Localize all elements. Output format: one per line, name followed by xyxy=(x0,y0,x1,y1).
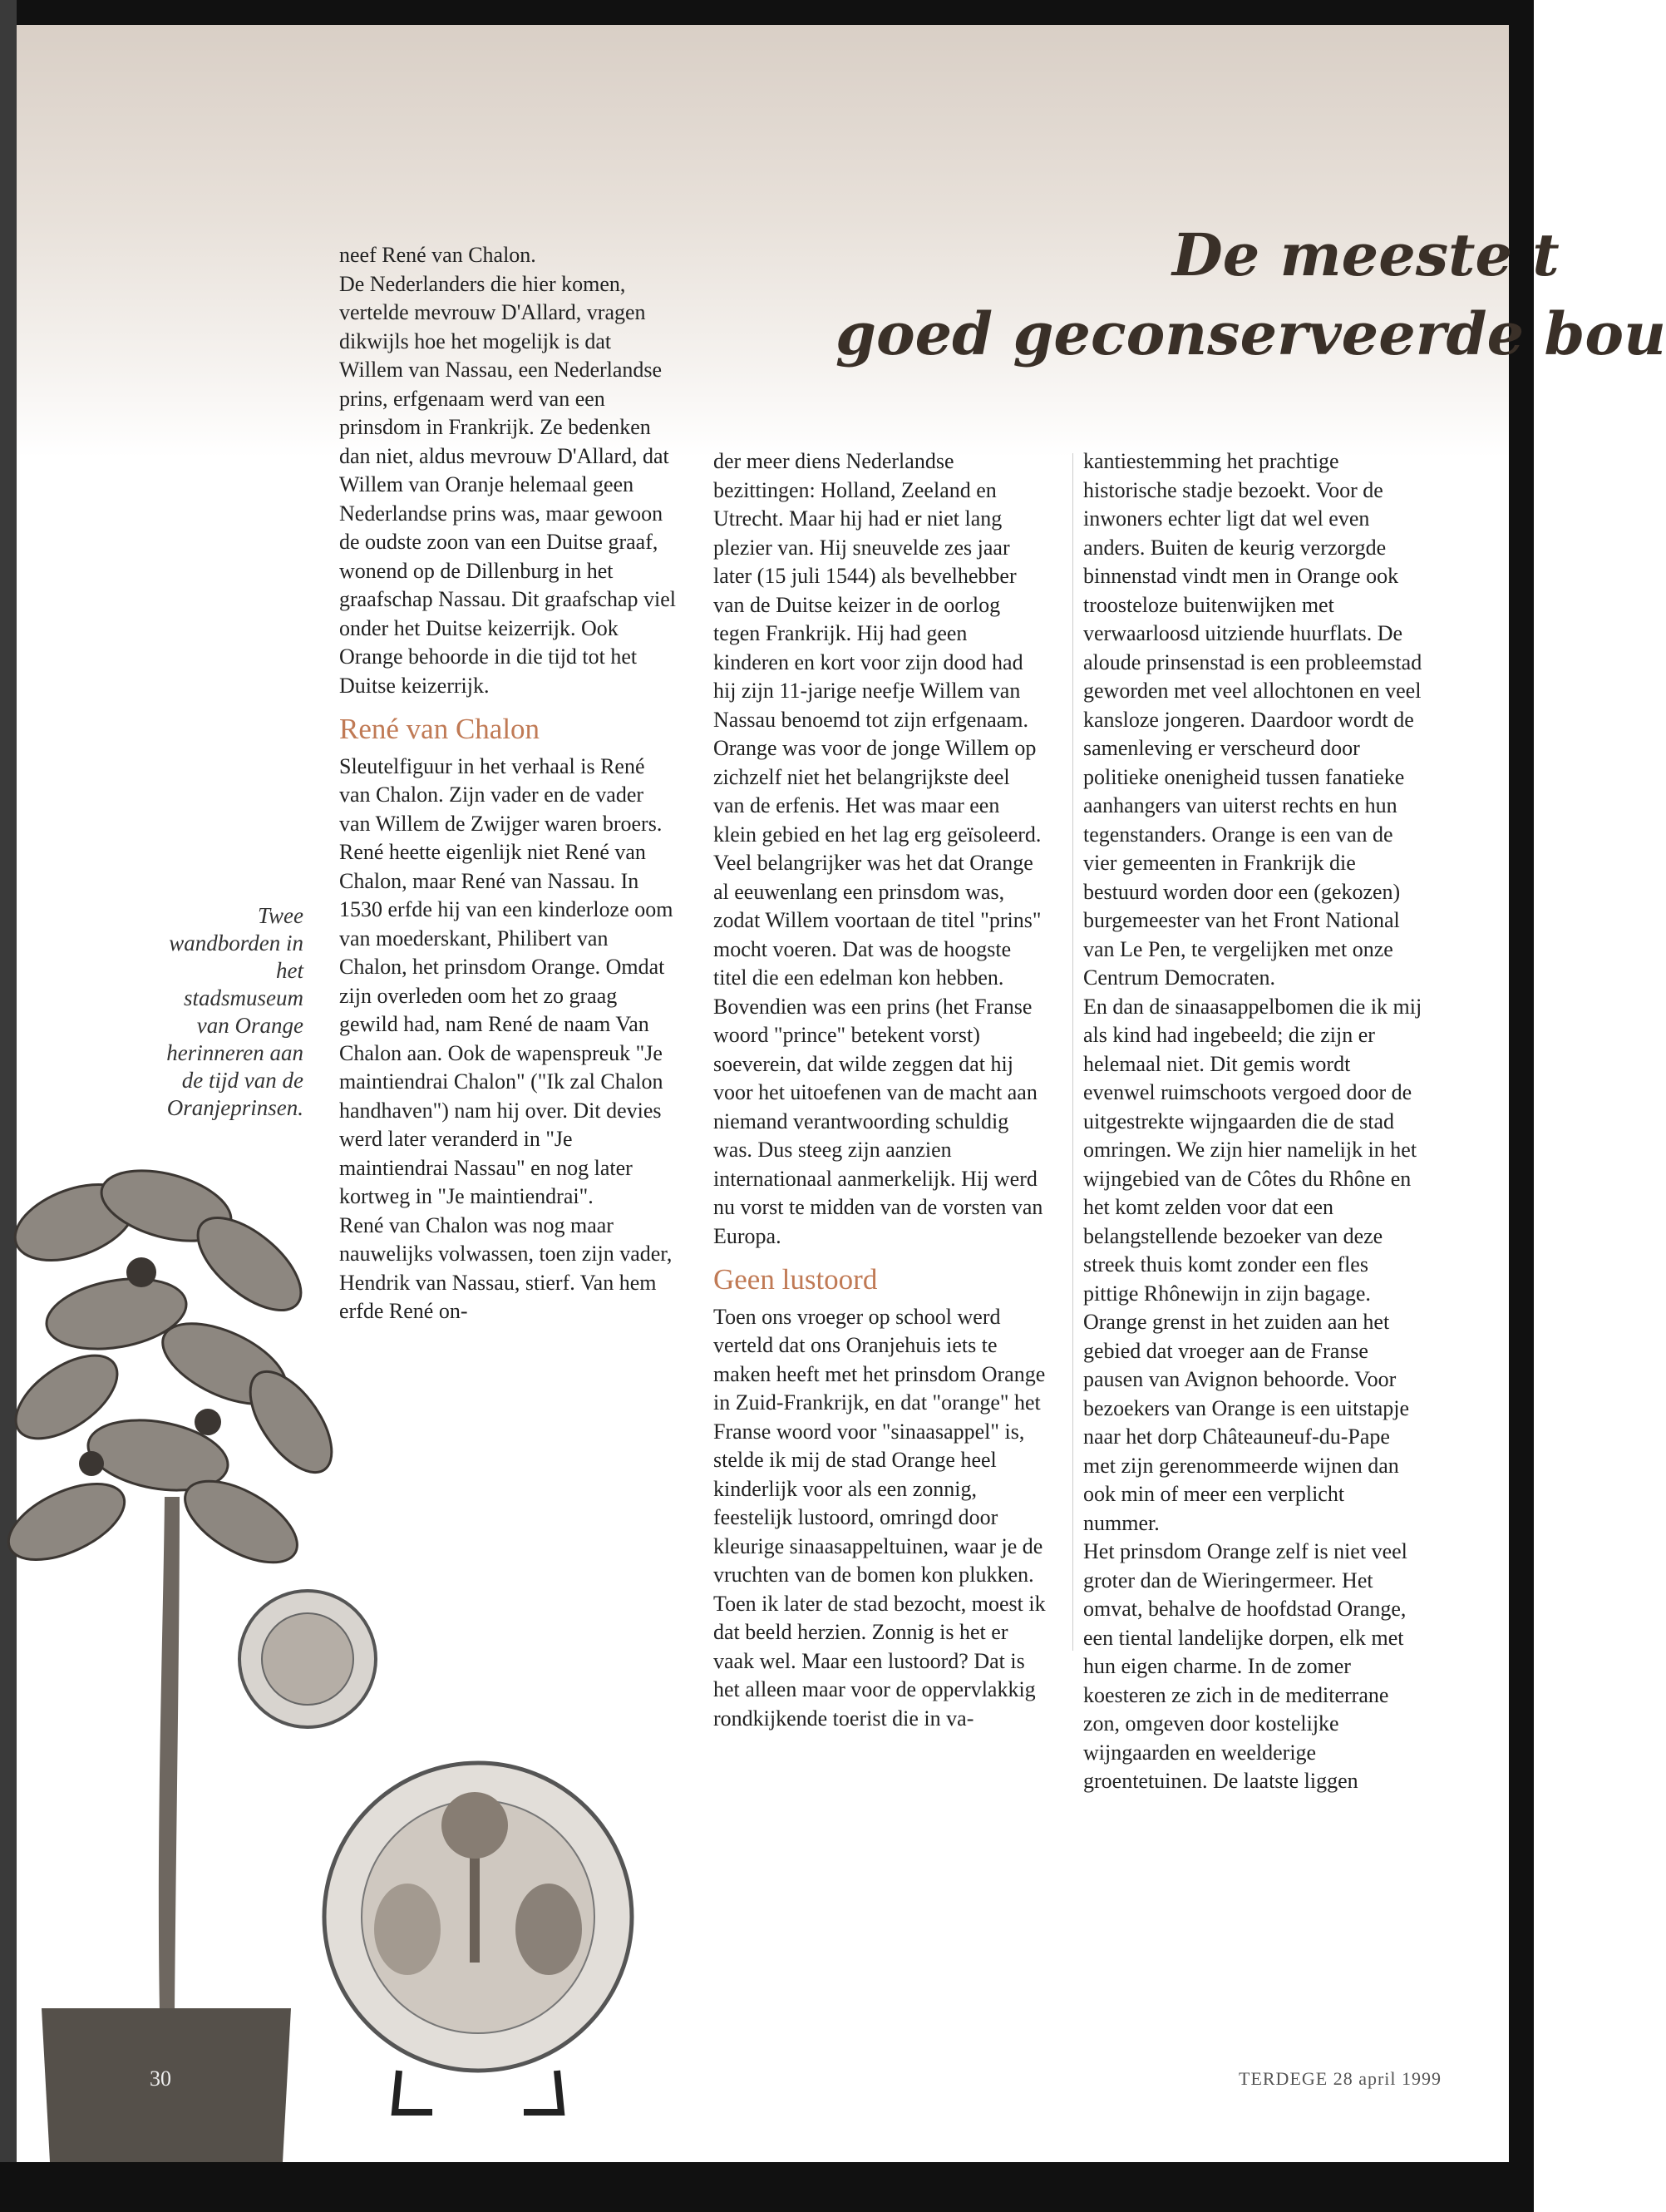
paragraph: Toen ons vroeger op school werd verteld dat ons Oranjehuis iets te maken heeft met het prinsdom Orange in Zuid-Frankrijk, en dat "orange" het Franse woord voor "sinaasappel" is, stelde ik mij de stad Orange heel kinderlijk voor als een zonnig, feestelijk lustoord, omringd door kleurige sinaasappeltuinen, waar je de vruchten van de bomen kon plukken. Toen ik later de stad bezocht, moest ik dat beeld herzien. Zonnig is het er vaak wel. Maar een lustoord? Dat is het alleen maar voor de oppervlakkig rondkijkende toerist die in va- xyxy=(713,1304,1046,1731)
scan-border-bottom xyxy=(0,2162,1534,2212)
paragraph: De Nederlanders die hier komen, vertelde mevrouw D'Allard, vragen dikwijls hoe het mogelijk is dat Willem van Nassau, een Nederlandse prins, erfgenaam werd van een prinsdom in Frankrijk. Ze bedenken dan niet, aldus mevrouw D'Allard, dat Willem van Oranje helemaal geen Nederlandse prins was, maar gewoon de oudste zoon van een Duitse graaf, wonend op de Dillenburg in het graafschap Nassau. Dit graafschap viel onder het Duitse keizerrijk. Ook Orange behoorde in die tijd tot het Duitse keizerrijk. xyxy=(339,271,676,698)
plate-stand xyxy=(395,2071,561,2112)
section-heading-rene-van-chalon: René van Chalon xyxy=(339,713,540,745)
column-divider xyxy=(1072,453,1073,1651)
paragraph: Sleutelfiguur in het verhaal is René van Chalon. Zijn vader en de vader van Willem de Zwijger waren broers. René heette eigenlijk niet René van Chalon, maar René van Nassau. In 1530 erfde hij van een kinderloze oom van moederskant, Philibert van Chalon, het prinsdom Orange. Omdat zijn overleden oom het zo graag gewild had, nam René de naam Van Chalon aan. Ook de wapenspreuk "Je maintiendrai Chalon" ("Ik zal Chalon handhaven") nam hij over. Dit devies werd later veranderd in "Je maintiendrai Nassau" en nog later kortweg in "Je maintiendrai". xyxy=(339,753,673,1208)
paragraph: neef René van Chalon. xyxy=(339,243,536,267)
paragraph: der meer diens Nederlandse bezittingen: Holland, Zeeland en Utrecht. Maar hij had er niet lang plezier van. Hij sneuvelde zes jaar later (15 juli 1544) als bevelhebber van de Duitse keizer in de oorlog tegen Frankrijk. Hij had geen kinderen en kort voor zijn dood had hij zijn 11-jarige neefje Willem van Nassau benoemd tot zijn erfgenaam. xyxy=(713,449,1029,732)
paragraph: Orange was voor de jonge Willem op zichzelf niet het belangrijkste deel van de erfenis. Het was maar een klein gebied en het lag erg geïsoleerd. Veel belangrijker was het dat Orange al eeuwenlang een prinsdom was, zodat Willem voortaan de titel "prins" mocht voeren. Dat was de hoogste titel die een edelman kon hebben. Bovendien was een prins (het Franse woord "prince" betekent vorst) soeverein, dat wilde zeggen dat hij voor het uitoefenen van de macht aan niemand verantwoording schuldig was. Dus steeg zijn aanzien internationaal aanmerkelijk. Hij werd nu vorst te midden van de vorsten van Europa. xyxy=(713,736,1043,1248)
scan-border-left xyxy=(0,0,17,2212)
column-3 xyxy=(1083,447,1424,1796)
section-heading-geen-lustoord: Geen lustoord xyxy=(713,1263,878,1296)
footer-issue-line: TERDEGE 28 april 1999 xyxy=(1239,2068,1442,2089)
paragraph: En dan de sinaasappelbomen die ik mij als kind had ingebeeld; die zijn er helemaal niet. Dit gemis wordt evenwel ruimschoots vergoed door de uitgestrekte wijngaarden die de stad omringen. We zijn hier namelijk in het wijngebied van de Côtes du Rhône en het komt zelden voor dat een belangstellende bezoeker van deze streek thuis komt zonder een fles pittige Rhônewijn in zijn bagage. Orange grenst in het zuiden aan het gebied dat vroeger aan de Franse pausen van Avignon behoorde. Voor bezoekers van Orange is een uitstapje naar het dorp Châteauneuf-du-Pape met zijn gerenommeerde wijnen dan ook min of meer een verplicht nummer. xyxy=(1083,994,1422,1535)
tree-trunk xyxy=(159,1497,180,2012)
paragraph: René van Chalon was nog maar nauwelijks volwassen, toen zijn vader, Hendrik van Nassau, stierf. Van hem erfde René on- xyxy=(339,1212,673,1323)
column-1 xyxy=(339,241,676,1326)
paragraph: Het prinsdom Orange zelf is niet veel groter dan de Wieringermeer. Het omvat, behalve de hoofdstad Orange, een tiental landelijke dorpen, elk met hun eigen charme. In de zomer koesteren ze zich in de mediterrane zon, omgeven door kostelijke wijngaarden en weelderige groentetuinen. De laatste liggen xyxy=(1083,1539,1407,1793)
scan-border-top xyxy=(0,0,1534,25)
title-line-1: De meeste t xyxy=(1172,220,1560,289)
page-number: 30 xyxy=(150,2066,171,2091)
image-caption: Twee wandborden in het stadsmuseum van Orange herinneren aan de tijd van de Oranjeprinsen. xyxy=(166,903,303,1120)
column-2 xyxy=(713,447,1046,1733)
title-line-2: goed geconserveerde bou xyxy=(835,299,1666,368)
paragraph: kantiestemming het prachtige historische stadje bezoekt. Voor de inwoners echter ligt dat wel even anders. Buiten de keurig verzorgde binnenstad vindt men in Orange ook troosteloze buitenwijken met verwaarloosd uitziende huurflats. De aloude prinsenstad is een probleemstad geworden met veel allochtonen en veel kansloze jongeren. Daardoor wordt de samenleving er verscheurd door politieke onenigheid tussen fanatieke aanhangers van uiterst rechts en hun tegenstanders. Orange is een van de vier gemeenten in Frankrijk die bestuurd worden door een (gekozen) burgemeester van het Front National van Le Pen, te vergelijken met onze Centrum Democraten. xyxy=(1083,449,1422,990)
